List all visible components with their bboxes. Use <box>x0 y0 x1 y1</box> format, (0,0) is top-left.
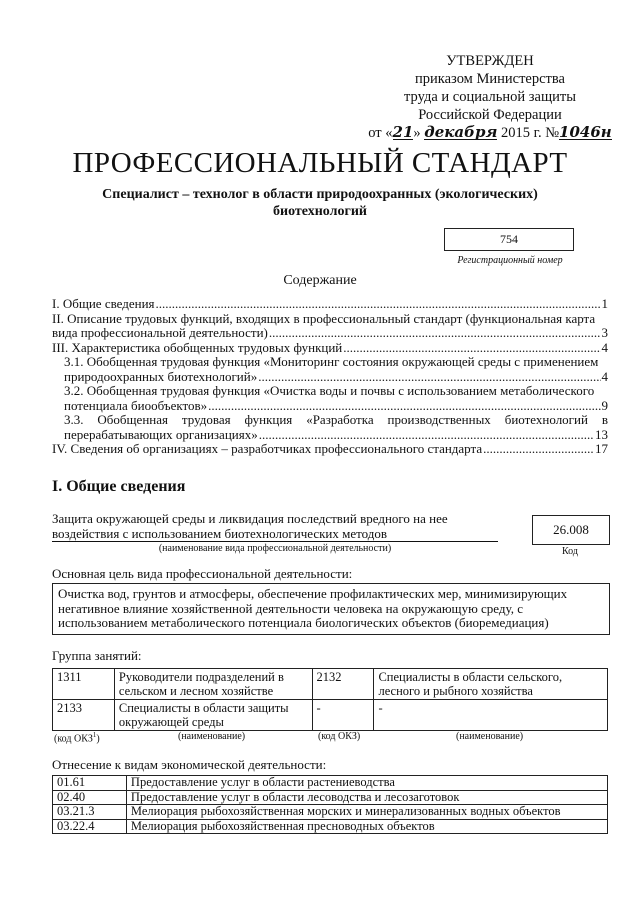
activity-code-box: 26.008 <box>532 515 610 545</box>
table-row: 03.22.4 Мелиорация рыбохозяйственная пресноводных объектов <box>53 819 608 834</box>
toc-item[interactable]: 3.3. Обобщенная трудовая функция «Разработка производственных биотехнологий в перерабатывающих организациях» ..... 13 <box>52 413 608 442</box>
activity-name: Защита окружающей среды и ликвидация последствий вредного на нее воздействия с использованием биотехнологических методов (наименование вида профессиональной деятельности) <box>52 512 498 557</box>
econ-activity-table <box>52 775 608 834</box>
approval-line: Российской Федерации <box>418 107 562 123</box>
registration-label: Регистрационный номер <box>457 255 563 266</box>
table-row: 01.61 Предоставление услуг в области растениеводства <box>53 776 608 791</box>
registration-number-box: 754 <box>444 228 574 251</box>
toc-item[interactable]: IV. Сведения об организациях – разработчиках профессионального стандарта ..... 17 <box>52 442 608 457</box>
approval-date: от «21» декабря 2015 г. №1046н <box>368 123 612 141</box>
occupation-table <box>52 668 608 731</box>
approval-block <box>360 52 620 142</box>
section-heading: I. Общие сведения <box>52 478 186 495</box>
toc-list <box>52 297 608 457</box>
toc-item[interactable]: 3.2. Обобщенная трудовая функция «Очистка воды и почвы с использованием метаболического потенциала биообъектов» ..... 9 <box>52 384 608 413</box>
toc-heading: Содержание <box>283 273 357 288</box>
toc-item[interactable]: 3.1. Обобщенная трудовая функция «Мониторинг состояния окружающей среды с применением природоохранных биотехнологий» ..... 4 <box>52 355 608 384</box>
order-number: 1046н <box>559 123 612 141</box>
activity-caption: (наименование вида профессиональной деятельности) <box>158 543 392 554</box>
specialty-title: Специалист – технолог в области природоохранных (экологических) биотехнологий <box>102 187 538 219</box>
occ-caption-code1: (код ОКЗ$^1$) <box>54 731 100 745</box>
occ-caption-name2: (наименование) <box>456 731 524 742</box>
table-row: 1311 Руководители подразделений в сельском и лесном хозяйстве 2132 Специалисты в области сельского, лесного и рыбного хозяйства <box>53 669 608 700</box>
goal-text: Очистка вод, грунтов и атмосферы, обеспечение профилактических мер, минимизирующих негативное влияние хозяйственной деятельности человека на окружающую среду, с использованием метаболического потенциала биологических объектов (биоремедиация) <box>52 583 610 635</box>
toc-item[interactable]: III. Характеристика обобщенных трудовых функций ..... 4 <box>52 341 608 356</box>
approval-title: УТВЕРЖДЕН <box>446 53 534 69</box>
toc-item[interactable]: I. Общие сведения ..... 1 <box>52 297 608 312</box>
group-label: Группа занятий: <box>52 648 142 663</box>
toc-item[interactable]: II. Описание трудовых функций, входящих в профессиональный стандарт (функциональная карта вида профессиональной деятельности) ..... 3 <box>52 312 608 341</box>
code-caption: Код <box>562 546 578 557</box>
approval-line: труда и социальной защиты <box>404 89 576 105</box>
occ-caption-code2: (код ОКЗ) <box>318 731 361 742</box>
approval-line: приказом Министерства <box>415 71 565 87</box>
table-row: 03.21.3 Мелиорация рыбохозяйственная морских и минерализованных водных объектов <box>53 805 608 820</box>
table-row: 02.40 Предоставление услуг в области лесоводства и лесозаготовок <box>53 790 608 805</box>
table-row: 2133 Специалисты в области защиты окружающей среды - - <box>53 700 608 731</box>
page-title: ПРОФЕССИОНАЛЬНЫЙ СТАНДАРТ <box>72 147 568 179</box>
date-day: 21 <box>392 123 414 141</box>
econ-label: Отнесение к видам экономической деятельности: <box>52 757 327 772</box>
goal-label: Основная цель вида профессиональной деятельности: <box>52 566 353 581</box>
occ-caption-name1: (наименование) <box>178 731 246 742</box>
date-month: декабря <box>424 123 498 141</box>
